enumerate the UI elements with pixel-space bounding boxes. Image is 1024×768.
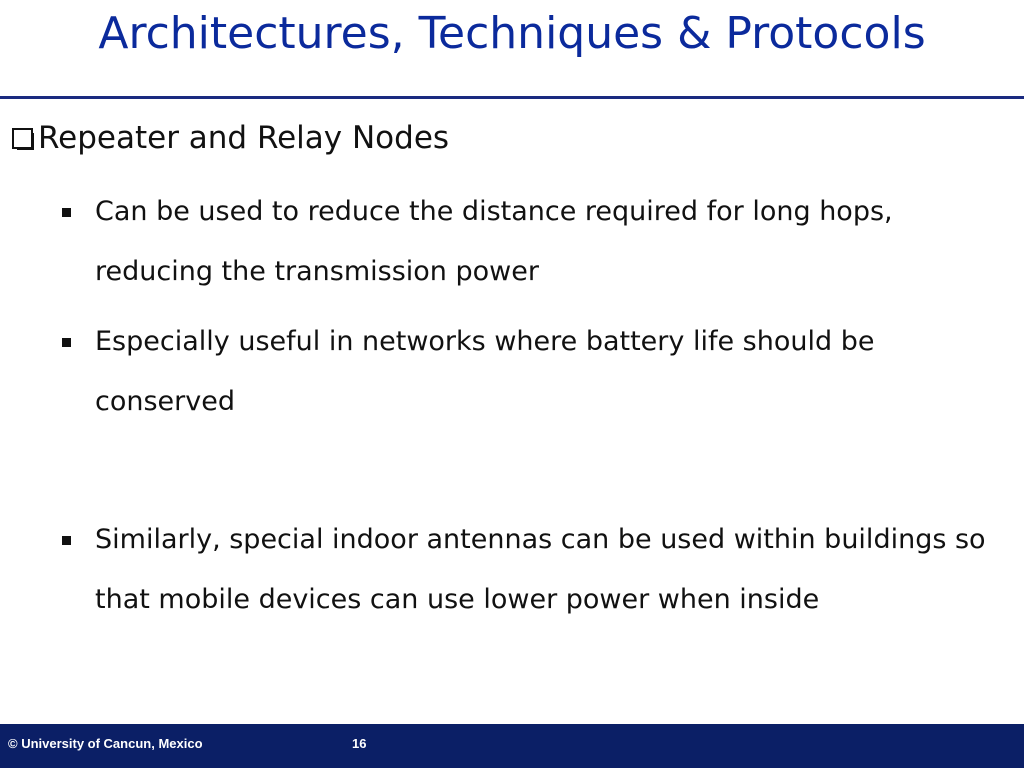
- square-bullet-icon: [62, 536, 71, 545]
- square-bullet-icon: [62, 208, 71, 217]
- footer-copyright: © University of Cancun, Mexico: [8, 736, 203, 751]
- slide-title: Architectures, Techniques & Protocols: [98, 8, 926, 59]
- bullet-text: Similarly, special indoor antennas can be used within buildings so that mobile devices can use lower power when inside: [95, 524, 986, 615]
- section-heading: Repeater and Relay Nodes: [38, 120, 450, 156]
- bullet-item: [62, 510, 1012, 690]
- section-heading-row: [12, 120, 449, 156]
- bullet-item: [62, 312, 1012, 432]
- bullet-item: [62, 182, 1012, 302]
- square-bullet-icon: [62, 338, 71, 347]
- bullet-text: Can be used to reduce the distance required for long hops, reducing the transmission power: [95, 196, 893, 287]
- title-divider: [0, 96, 1024, 99]
- footer-bar: [0, 724, 1024, 768]
- page-number: 16: [352, 736, 367, 751]
- checkbox-icon: [12, 128, 34, 150]
- bullet-text: Especially useful in networks where battery life should be conserved: [95, 326, 875, 417]
